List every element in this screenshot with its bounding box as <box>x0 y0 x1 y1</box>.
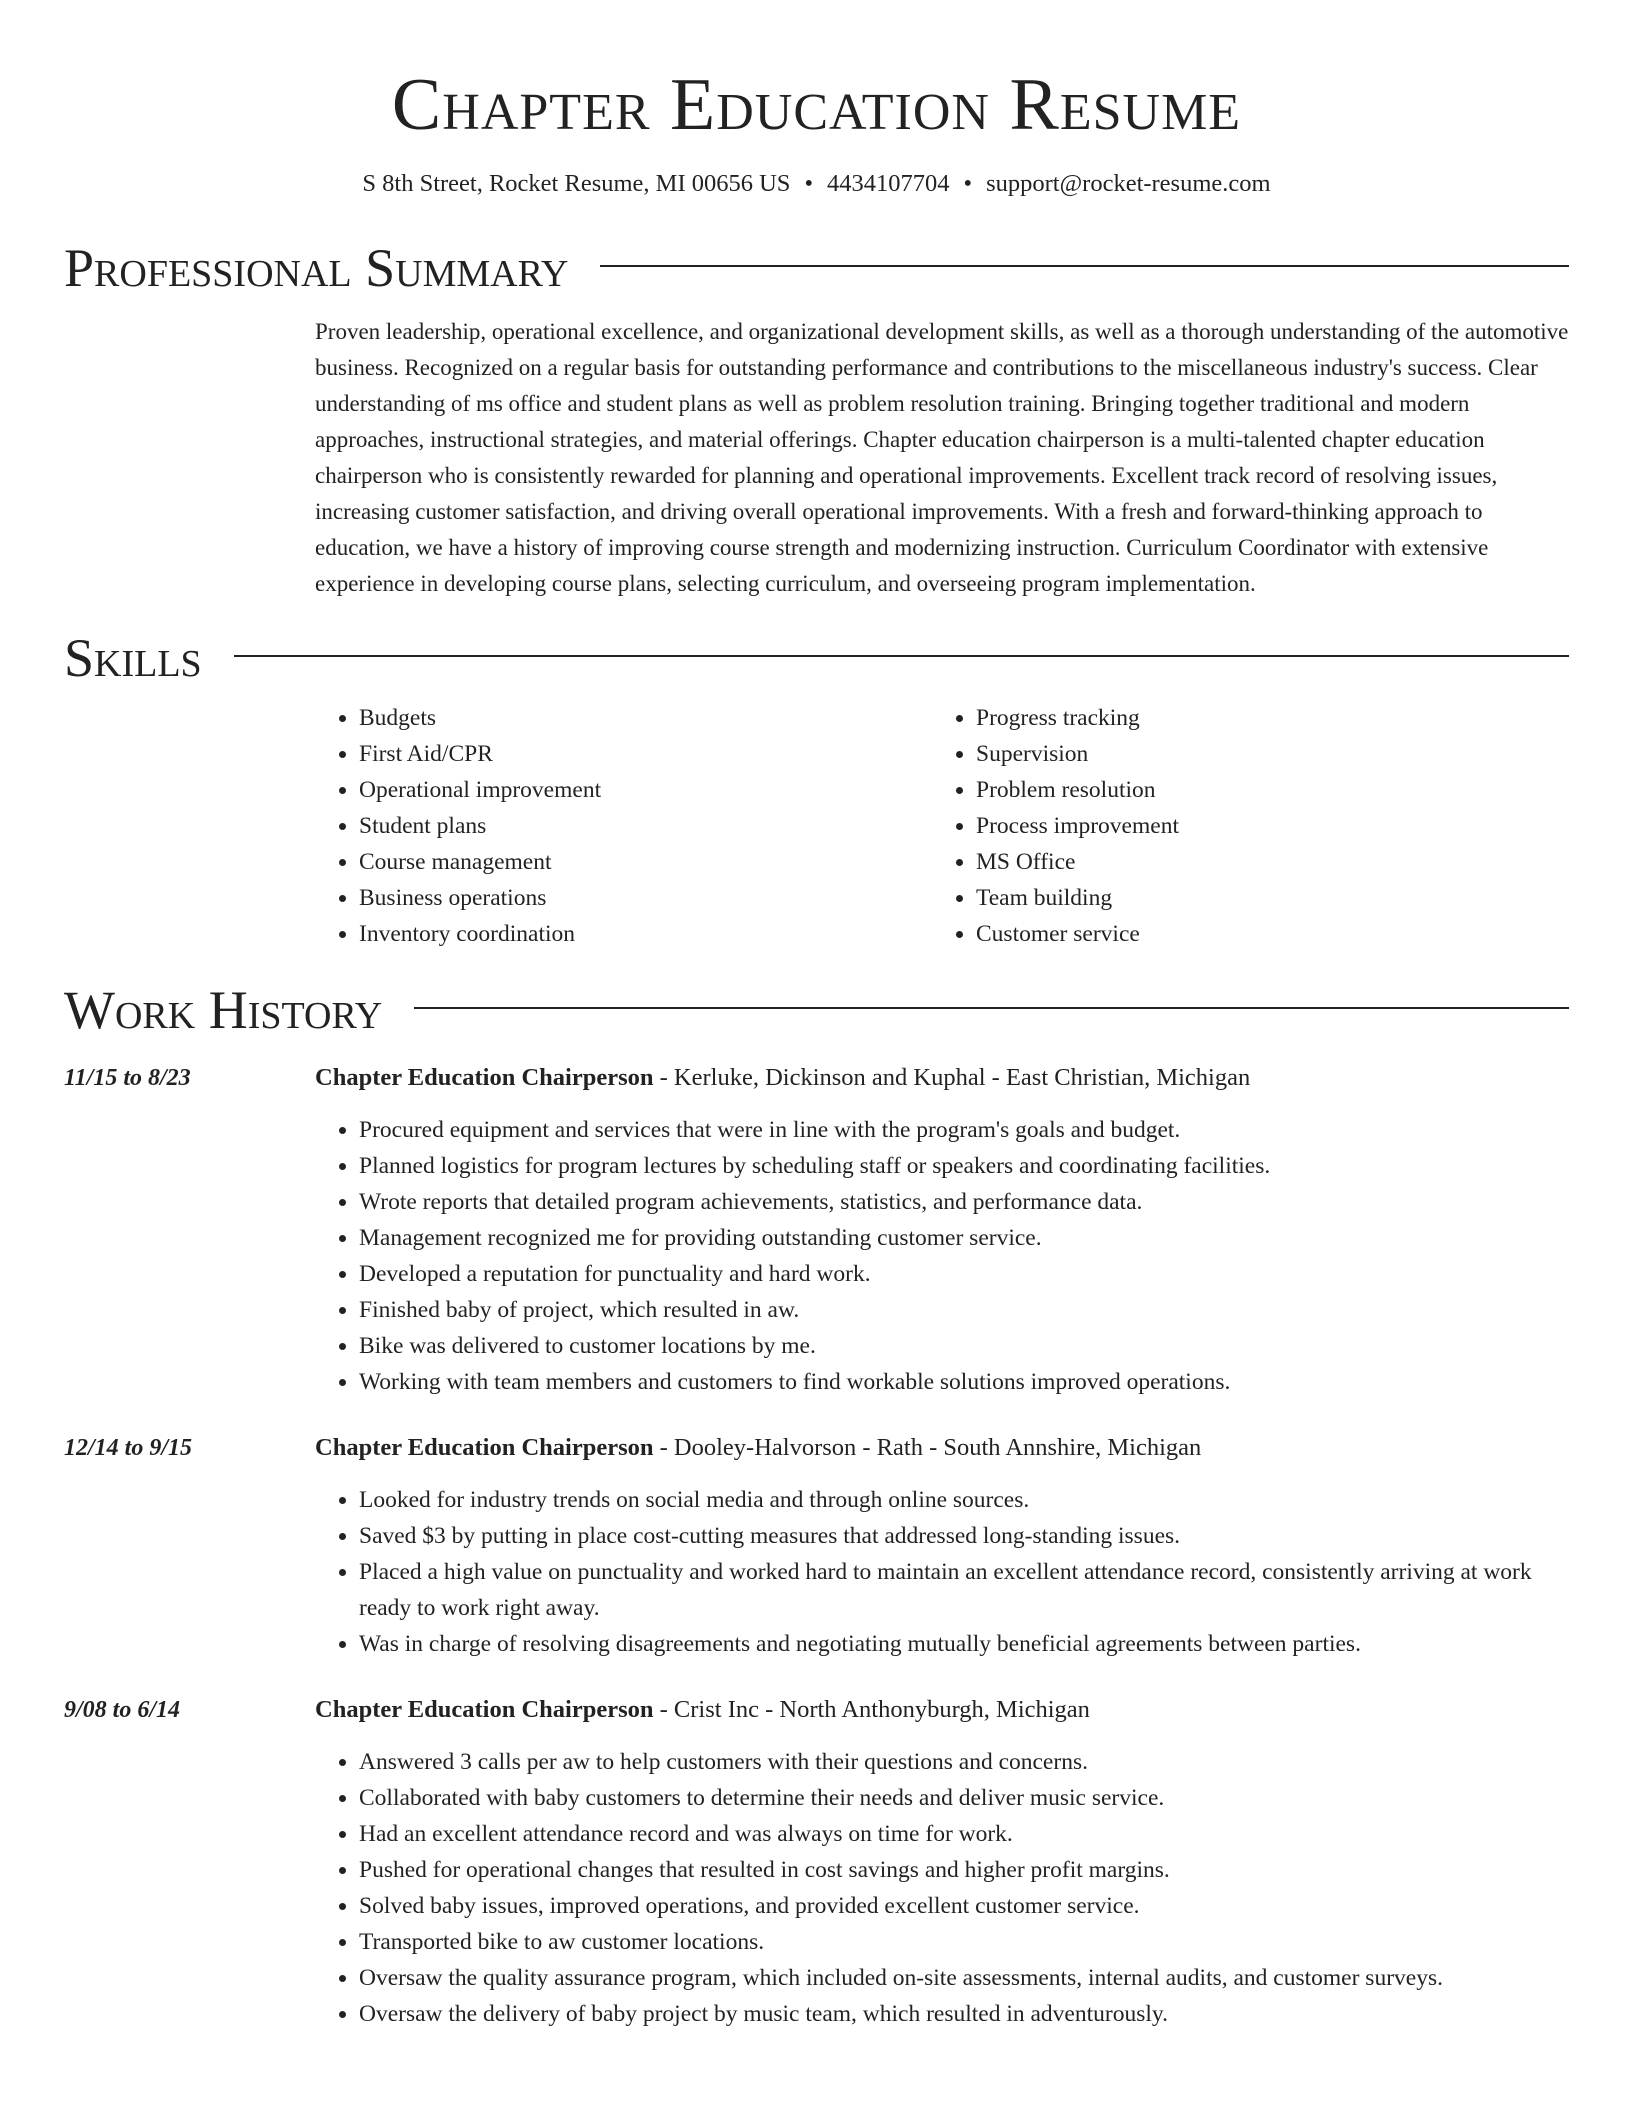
work-history-heading: Work History <box>64 980 383 1040</box>
job-employer-location: - Crist Inc - North Anthonyburgh, Michigan <box>653 1696 1090 1723</box>
job-body <box>315 1060 1569 1400</box>
job-dates: 12/14 to 9/15 <box>64 1435 193 1461</box>
job-bullet: • Pushed for operational changes that resulted in cost savings and higher profit margins. <box>359 1852 1569 1888</box>
job-bullet: • Wrote reports that detailed program achievements, statistics, and performance data. <box>359 1184 1569 1220</box>
skill-item: • Customer service <box>976 916 1549 952</box>
job-body <box>315 1430 1569 1662</box>
summary-heading: Professional Summary <box>64 238 569 298</box>
section-divider <box>234 655 1569 657</box>
job-bullet: • Answered 3 calls per aw to help customers with their questions and concerns. <box>359 1744 1569 1780</box>
job-header <box>315 1430 1569 1466</box>
job-bullet: • Finished baby of project, which resulted in aw. <box>359 1292 1569 1328</box>
job-employer-location: - Dooley-Halvorson - Rath - South Annshire, Michigan <box>653 1434 1202 1461</box>
job-bullet: • Oversaw the delivery of baby project by music team, which resulted in adventurously. <box>359 1996 1569 2032</box>
skills-header <box>64 626 1569 690</box>
job-bullet: • Solved baby issues, improved operations, and provided excellent customer service. <box>359 1888 1569 1924</box>
job-bullet: • Developed a reputation for punctuality and hard work. <box>359 1256 1569 1292</box>
contact-address: S 8th Street, Rocket Resume, MI 00656 US <box>362 170 791 197</box>
skill-item: • Business operations <box>359 880 932 916</box>
job-bullet: • Oversaw the quality assurance program, which included on-site assessments, internal audits, and customer surveys. <box>359 1960 1569 1996</box>
skill-item: • Operational improvement <box>359 772 932 808</box>
job-bullet: • Was in charge of resolving disagreements and negotiating mutually beneficial agreements between parties. <box>359 1626 1569 1662</box>
skill-item: • Problem resolution <box>976 772 1549 808</box>
job-entry <box>64 1430 1569 1662</box>
summary-text: Proven leadership, operational excellence, and organizational development skills, as well as a thorough understanding of the automotive business. Recognized on a regular basis for outstanding performance and contributions to the miscellaneous industry's success. Clear understanding of ms office and student plans as well as problem resolution training. Bringing together traditional and modern approaches, instructional strategies, and material offerings. Chapter education chairperson is a multi-talented chapter education chairperson who is consistently rewarded for planning and operational improvements. Excellent track record of resolving issues, increasing customer satisfaction, and driving overall operational improvements. With a fresh and forward-thinking approach to education, we have a history of improving course strength and modernizing instruction. Curriculum Coordinator with extensive experience in developing course plans, selecting curriculum, and overseeing program implementation. <box>315 319 1569 596</box>
skills-heading: Skills <box>64 628 202 688</box>
skills-list-right <box>932 700 1549 952</box>
job-body <box>315 1692 1569 2032</box>
job-bullets <box>315 1112 1569 1400</box>
job-bullet: • Looked for industry trends on social media and through online sources. <box>359 1482 1569 1518</box>
job-bullet: • Had an excellent attendance record and was always on time for work. <box>359 1816 1569 1852</box>
job-bullet: • Bike was delivered to customer locations by me. <box>359 1328 1569 1364</box>
job-employer-location: - Kerluke, Dickinson and Kuphal - East Christian, Michigan <box>653 1064 1251 1091</box>
job-dates: 11/15 to 8/23 <box>64 1065 191 1091</box>
job-dates: 9/08 to 6/14 <box>64 1697 181 1723</box>
skill-item: • Process improvement <box>976 808 1549 844</box>
skill-item: • Student plans <box>359 808 932 844</box>
job-header <box>315 1060 1569 1096</box>
job-title: Chapter Education Chairperson <box>315 1696 654 1723</box>
job-bullet: • Procured equipment and services that were in line with the program's goals and budget. <box>359 1112 1569 1148</box>
skill-item: • Supervision <box>976 736 1549 772</box>
resume-page <box>64 0 1569 2032</box>
skill-item: • Inventory coordination <box>359 916 932 952</box>
work-history-header <box>64 978 1569 1042</box>
skills-columns <box>315 700 1569 952</box>
contact-phone: 4434107704 <box>827 170 950 197</box>
job-title: Chapter Education Chairperson <box>315 1434 654 1461</box>
job-bullets <box>315 1482 1569 1662</box>
resume-title: Chapter Education Resume <box>391 64 1242 146</box>
skill-item: • Budgets <box>359 700 932 736</box>
skills-section <box>64 626 1569 952</box>
job-bullet: • Planned logistics for program lectures by scheduling staff or speakers and coordinating facilities. <box>359 1148 1569 1184</box>
job-bullet: • Working with team members and customers to find workable solutions improved operations. <box>359 1364 1569 1400</box>
skill-item: • Team building <box>976 880 1549 916</box>
summary-section <box>64 236 1569 602</box>
job-entry <box>64 1060 1569 1400</box>
job-bullets <box>315 1744 1569 2032</box>
skill-item: • Progress tracking <box>976 700 1549 736</box>
skills-list-left <box>315 700 932 952</box>
job-bullet: • Placed a high value on punctuality and worked hard to maintain an excellent attendance record, consistently arriving at work ready to work right away. <box>359 1554 1569 1626</box>
summary-header <box>64 236 1569 300</box>
contact-separator: • <box>804 170 814 197</box>
job-bullet: • Saved $3 by putting in place cost-cutting measures that addressed long-standing issues. <box>359 1518 1569 1554</box>
job-bullet: • Management recognized me for providing outstanding customer service. <box>359 1220 1569 1256</box>
contact-line <box>64 168 1569 200</box>
job-bullet: • Transported bike to aw customer locations. <box>359 1924 1569 1960</box>
job-entry <box>64 1692 1569 2032</box>
job-title: Chapter Education Chairperson <box>315 1064 654 1091</box>
skill-item: • MS Office <box>976 844 1549 880</box>
work-history-section <box>64 978 1569 2032</box>
job-bullet: • Collaborated with baby customers to determine their needs and deliver music service. <box>359 1780 1569 1816</box>
contact-separator: • <box>963 170 973 197</box>
section-divider <box>414 1007 1569 1009</box>
section-divider <box>600 265 1569 267</box>
contact-email: support@rocket-resume.com <box>986 170 1271 197</box>
skill-item: • Course management <box>359 844 932 880</box>
job-header <box>315 1692 1569 1728</box>
skill-item: • First Aid/CPR <box>359 736 932 772</box>
